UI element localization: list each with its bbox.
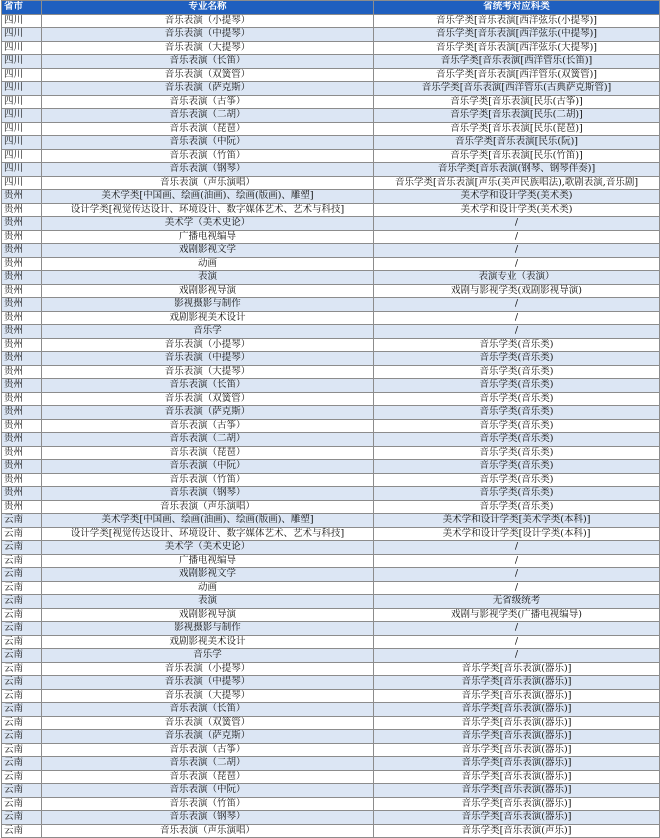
cell-major: 音乐表演（萨克斯） [42, 82, 374, 96]
cell-subject: 音乐学类[音乐表演(器乐)] [374, 689, 660, 703]
cell-province: 云南 [2, 649, 42, 663]
table-row [2, 622, 660, 636]
cell-subject: / [374, 217, 660, 231]
cell-major: 戏剧影视美术设计 [42, 635, 374, 649]
table-row [2, 419, 660, 433]
cell-subject: 音乐学类[音乐表演(器乐)] [374, 703, 660, 717]
cell-subject: 无省级统考 [374, 595, 660, 609]
cell-major: 音乐表演（古筝） [42, 743, 374, 757]
cell-province: 四川 [2, 122, 42, 136]
table-row [2, 217, 660, 231]
table-row [2, 649, 660, 663]
cell-major: 戏剧影视导演 [42, 284, 374, 298]
cell-major: 音乐表演（大提琴） [42, 689, 374, 703]
cell-major: 广播电视编导 [42, 230, 374, 244]
cell-province: 云南 [2, 784, 42, 798]
cell-subject: / [374, 541, 660, 555]
cell-major: 戏剧影视美术设计 [42, 311, 374, 325]
cell-major: 音乐表演（萨克斯） [42, 730, 374, 744]
cell-province: 云南 [2, 662, 42, 676]
cell-province: 云南 [2, 595, 42, 609]
table-row [2, 784, 660, 798]
cell-province: 云南 [2, 797, 42, 811]
table-row [2, 190, 660, 204]
cell-province: 贵州 [2, 271, 42, 285]
cell-province: 四川 [2, 149, 42, 163]
cell-major: 音乐表演（萨克斯） [42, 406, 374, 420]
table-row [2, 352, 660, 366]
table-row [2, 514, 660, 528]
cell-subject: 音乐学类[音乐表演(器乐)] [374, 662, 660, 676]
cell-province: 贵州 [2, 419, 42, 433]
cell-subject: / [374, 311, 660, 325]
cell-subject: / [374, 244, 660, 258]
table-row [2, 487, 660, 501]
cell-major: 影视摄影与制作 [42, 622, 374, 636]
cell-province: 云南 [2, 770, 42, 784]
cell-province: 贵州 [2, 446, 42, 460]
cell-major: 动画 [42, 581, 374, 595]
cell-major: 音乐表演（古筝） [42, 419, 374, 433]
cell-major: 音乐学 [42, 649, 374, 663]
cell-province: 云南 [2, 581, 42, 595]
cell-subject: 戏剧与影视学类(戏剧影视导演) [374, 284, 660, 298]
cell-major: 音乐学 [42, 325, 374, 339]
cell-major: 音乐表演（双簧管） [42, 392, 374, 406]
table-row [2, 284, 660, 298]
cell-subject: 音乐学类(音乐类) [374, 433, 660, 447]
cell-major: 设计学类[视觉传达设计、环境设计、数字媒体艺术、艺术与科技] [42, 527, 374, 541]
table-row [2, 433, 660, 447]
cell-subject: 表演专业（表演） [374, 271, 660, 285]
cell-province: 贵州 [2, 257, 42, 271]
cell-subject: / [374, 554, 660, 568]
cell-province: 四川 [2, 163, 42, 177]
cell-major: 美术学（美术史论） [42, 217, 374, 231]
cell-subject: 音乐学类(音乐类) [374, 487, 660, 501]
header-row [2, 1, 660, 15]
cell-province: 云南 [2, 689, 42, 703]
cell-subject: 音乐学类[音乐表演(器乐)] [374, 797, 660, 811]
cell-province: 贵州 [2, 365, 42, 379]
table-row [2, 473, 660, 487]
cell-major: 戏剧影视文学 [42, 244, 374, 258]
cell-major: 音乐表演（琵琶） [42, 446, 374, 460]
cell-subject: / [374, 581, 660, 595]
table-row [2, 689, 660, 703]
cell-major: 设计学类[视觉传达设计、环境设计、数字媒体艺术、艺术与科技] [42, 203, 374, 217]
cell-subject: 戏剧与影视学类(广播电视编导) [374, 608, 660, 622]
cell-province: 贵州 [2, 217, 42, 231]
cell-province: 云南 [2, 608, 42, 622]
table-row [2, 527, 660, 541]
cell-province: 四川 [2, 136, 42, 150]
cell-province: 贵州 [2, 230, 42, 244]
cell-subject: / [374, 635, 660, 649]
cell-subject: 音乐学类[音乐表演(器乐)] [374, 743, 660, 757]
cell-subject: 音乐学类(音乐类) [374, 392, 660, 406]
cell-province: 贵州 [2, 406, 42, 420]
cell-subject: 音乐学类(音乐类) [374, 500, 660, 514]
cell-major: 音乐表演（钢琴） [42, 163, 374, 177]
cell-subject: / [374, 298, 660, 312]
cell-major: 美术学类[中国画、绘画(油画)、绘画(版画)、雕塑] [42, 190, 374, 204]
cell-major: 音乐表演（古筝） [42, 95, 374, 109]
cell-subject: 音乐学类(音乐类) [374, 379, 660, 393]
cell-major: 音乐表演（中阮） [42, 784, 374, 798]
admission-subject-table [1, 0, 660, 838]
cell-subject: 音乐学类(音乐类) [374, 419, 660, 433]
cell-province: 四川 [2, 55, 42, 69]
cell-province: 云南 [2, 541, 42, 555]
cell-major: 音乐表演（中阮） [42, 136, 374, 150]
table-row [2, 406, 660, 420]
cell-major: 动画 [42, 257, 374, 271]
table-row [2, 149, 660, 163]
cell-subject: / [374, 568, 660, 582]
cell-subject: 音乐学类(音乐类) [374, 460, 660, 474]
cell-province: 四川 [2, 68, 42, 82]
cell-subject: 音乐学类[音乐表演(器乐)] [374, 676, 660, 690]
cell-subject: 音乐学类[音乐表演(器乐)] [374, 811, 660, 825]
cell-subject: 音乐学类[音乐表演[民乐(竹笛)] [374, 149, 660, 163]
table-row [2, 392, 660, 406]
cell-province: 贵州 [2, 460, 42, 474]
cell-subject: 音乐学类[音乐表演[西洋管乐(长笛)] [374, 55, 660, 69]
cell-province: 云南 [2, 716, 42, 730]
cell-subject: 音乐学类(音乐类) [374, 365, 660, 379]
cell-subject: 音乐学类[音乐表演[民乐(阮)] [374, 136, 660, 150]
cell-major: 音乐表演（中提琴） [42, 676, 374, 690]
table-row [2, 257, 660, 271]
table-row [2, 595, 660, 609]
cell-province: 四川 [2, 176, 42, 190]
cell-subject: 美术学和设计学类[设计学类(本科)] [374, 527, 660, 541]
cell-major: 音乐表演（小提琴） [42, 338, 374, 352]
table-row [2, 824, 660, 838]
table-row [2, 136, 660, 150]
cell-major: 音乐表演（大提琴） [42, 365, 374, 379]
cell-province: 云南 [2, 568, 42, 582]
cell-province: 贵州 [2, 298, 42, 312]
cell-province: 贵州 [2, 190, 42, 204]
table-row [2, 55, 660, 69]
cell-province: 贵州 [2, 392, 42, 406]
table-row [2, 716, 660, 730]
cell-major: 音乐表演（中阮） [42, 460, 374, 474]
cell-province: 贵州 [2, 352, 42, 366]
cell-province: 贵州 [2, 311, 42, 325]
cell-subject: 音乐学类[音乐表演[西洋管乐(古典萨克斯管)] [374, 82, 660, 96]
table-row [2, 581, 660, 595]
cell-subject: 音乐学类[音乐表演[西洋弦乐(大提琴)] [374, 41, 660, 55]
cell-subject: 音乐学类(音乐类) [374, 406, 660, 420]
cell-province: 云南 [2, 514, 42, 528]
cell-major: 音乐表演（小提琴） [42, 662, 374, 676]
table-row [2, 325, 660, 339]
table-row [2, 500, 660, 514]
cell-subject: 音乐学类[音乐表演[民乐(古筝)] [374, 95, 660, 109]
cell-subject: 音乐学类[音乐表演[民乐(琵琶)] [374, 122, 660, 136]
cell-province: 云南 [2, 676, 42, 690]
cell-major: 表演 [42, 595, 374, 609]
table-row [2, 730, 660, 744]
table-row [2, 28, 660, 42]
cell-province: 云南 [2, 703, 42, 717]
cell-major: 音乐表演（二胡） [42, 109, 374, 123]
cell-province: 云南 [2, 824, 42, 838]
cell-province: 四川 [2, 109, 42, 123]
cell-province: 贵州 [2, 379, 42, 393]
table-row [2, 541, 660, 555]
cell-major: 音乐表演（竹笛） [42, 149, 374, 163]
table-row [2, 635, 660, 649]
cell-province: 云南 [2, 527, 42, 541]
cell-major: 美术学（美术史论） [42, 541, 374, 555]
cell-subject: 音乐学类[音乐表演(器乐)] [374, 757, 660, 771]
table-row [2, 365, 660, 379]
cell-province: 贵州 [2, 473, 42, 487]
cell-subject: / [374, 325, 660, 339]
table-row [2, 757, 660, 771]
table-row [2, 14, 660, 28]
table-row [2, 676, 660, 690]
cell-subject: 音乐学类[音乐表演[西洋弦乐(中提琴)] [374, 28, 660, 42]
table-row [2, 608, 660, 622]
cell-major: 音乐表演（双簧管） [42, 716, 374, 730]
table-row [2, 446, 660, 460]
table-row [2, 271, 660, 285]
table-row [2, 703, 660, 717]
cell-major: 音乐表演（双簧管） [42, 68, 374, 82]
cell-province: 云南 [2, 622, 42, 636]
cell-province: 四川 [2, 41, 42, 55]
cell-province: 四川 [2, 95, 42, 109]
cell-major: 音乐表演（竹笛） [42, 797, 374, 811]
cell-major: 影视摄影与制作 [42, 298, 374, 312]
cell-subject: 音乐学类[音乐表演[民乐(二胡)] [374, 109, 660, 123]
table-row [2, 176, 660, 190]
cell-subject: 音乐学类(音乐类) [374, 352, 660, 366]
cell-province: 四川 [2, 28, 42, 42]
cell-major: 音乐表演（中提琴） [42, 28, 374, 42]
cell-subject: 音乐学类(音乐类) [374, 446, 660, 460]
cell-major: 音乐表演（钢琴） [42, 487, 374, 501]
cell-major: 音乐表演（长笛） [42, 379, 374, 393]
table-row [2, 203, 660, 217]
cell-major: 音乐表演（长笛） [42, 55, 374, 69]
cell-major: 音乐表演（二胡） [42, 757, 374, 771]
cell-major: 音乐表演（二胡） [42, 433, 374, 447]
table-row [2, 95, 660, 109]
table-row [2, 338, 660, 352]
cell-major: 音乐表演（竹笛） [42, 473, 374, 487]
table-row [2, 230, 660, 244]
cell-province: 贵州 [2, 487, 42, 501]
cell-province: 贵州 [2, 244, 42, 258]
cell-subject: 美术学和设计学类(美术类) [374, 203, 660, 217]
cell-subject: 美术学和设计学类(美术类) [374, 190, 660, 204]
cell-province: 贵州 [2, 284, 42, 298]
table-row [2, 379, 660, 393]
cell-province: 云南 [2, 743, 42, 757]
cell-major: 音乐表演（琵琶） [42, 770, 374, 784]
header-subject: 省统考对应科类 [374, 1, 660, 15]
header-province: 省市 [2, 1, 42, 15]
cell-subject: 音乐学类(音乐类) [374, 473, 660, 487]
table-body [2, 14, 660, 838]
cell-province: 贵州 [2, 500, 42, 514]
table-row [2, 797, 660, 811]
cell-major: 美术学类[中国画、绘画(油画)、绘画(版画)、雕塑] [42, 514, 374, 528]
cell-major: 音乐表演（大提琴） [42, 41, 374, 55]
cell-subject: 音乐学类[音乐表演(器乐)] [374, 716, 660, 730]
cell-major: 音乐表演（琵琶） [42, 122, 374, 136]
table-row [2, 41, 660, 55]
cell-province: 云南 [2, 811, 42, 825]
cell-province: 云南 [2, 554, 42, 568]
cell-province: 贵州 [2, 338, 42, 352]
cell-subject: 音乐学类[音乐表演[声乐(美声民族唱法),歌剧表演,音乐剧] [374, 176, 660, 190]
table-row [2, 109, 660, 123]
table-row [2, 68, 660, 82]
table-row [2, 122, 660, 136]
header-major: 专业名称 [42, 1, 374, 15]
cell-subject: 音乐学类[音乐表演(声乐)] [374, 824, 660, 838]
cell-major: 音乐表演（声乐演唱） [42, 176, 374, 190]
cell-subject: 音乐学类[音乐表演(器乐)] [374, 770, 660, 784]
table-row [2, 82, 660, 96]
cell-major: 戏剧影视导演 [42, 608, 374, 622]
cell-major: 戏剧影视文学 [42, 568, 374, 582]
cell-major: 音乐表演（声乐演唱） [42, 824, 374, 838]
cell-subject: 音乐学类(音乐类) [374, 338, 660, 352]
cell-major: 音乐表演（中提琴） [42, 352, 374, 366]
cell-subject: 音乐学类[音乐表演(器乐)] [374, 784, 660, 798]
table-row [2, 311, 660, 325]
cell-subject: 音乐学类[音乐表演(器乐)] [374, 730, 660, 744]
table-row [2, 811, 660, 825]
cell-subject: / [374, 649, 660, 663]
cell-province: 四川 [2, 82, 42, 96]
cell-subject: / [374, 257, 660, 271]
cell-province: 四川 [2, 14, 42, 28]
cell-major: 音乐表演（长笛） [42, 703, 374, 717]
table-row [2, 743, 660, 757]
cell-province: 云南 [2, 730, 42, 744]
cell-subject: 音乐学类[音乐表演(钢琴、钢琴伴奏)] [374, 163, 660, 177]
cell-subject: 音乐学类[音乐表演[西洋管乐(双簧管)] [374, 68, 660, 82]
cell-major: 表演 [42, 271, 374, 285]
table-row [2, 770, 660, 784]
cell-major: 广播电视编导 [42, 554, 374, 568]
table-row [2, 244, 660, 258]
cell-subject: / [374, 622, 660, 636]
cell-province: 贵州 [2, 433, 42, 447]
table-row [2, 568, 660, 582]
table-row [2, 554, 660, 568]
table-row [2, 163, 660, 177]
cell-major: 音乐表演（小提琴） [42, 14, 374, 28]
cell-province: 云南 [2, 635, 42, 649]
cell-province: 云南 [2, 757, 42, 771]
table-row [2, 298, 660, 312]
cell-province: 贵州 [2, 203, 42, 217]
cell-major: 音乐表演（声乐演唱） [42, 500, 374, 514]
cell-subject: 音乐学类[音乐表演[西洋弦乐(小提琴)] [374, 14, 660, 28]
table-row [2, 662, 660, 676]
cell-subject: / [374, 230, 660, 244]
cell-major: 音乐表演（钢琴） [42, 811, 374, 825]
cell-province: 贵州 [2, 325, 42, 339]
cell-subject: 美术学和设计学类[美术学类(本科)] [374, 514, 660, 528]
table-row [2, 460, 660, 474]
